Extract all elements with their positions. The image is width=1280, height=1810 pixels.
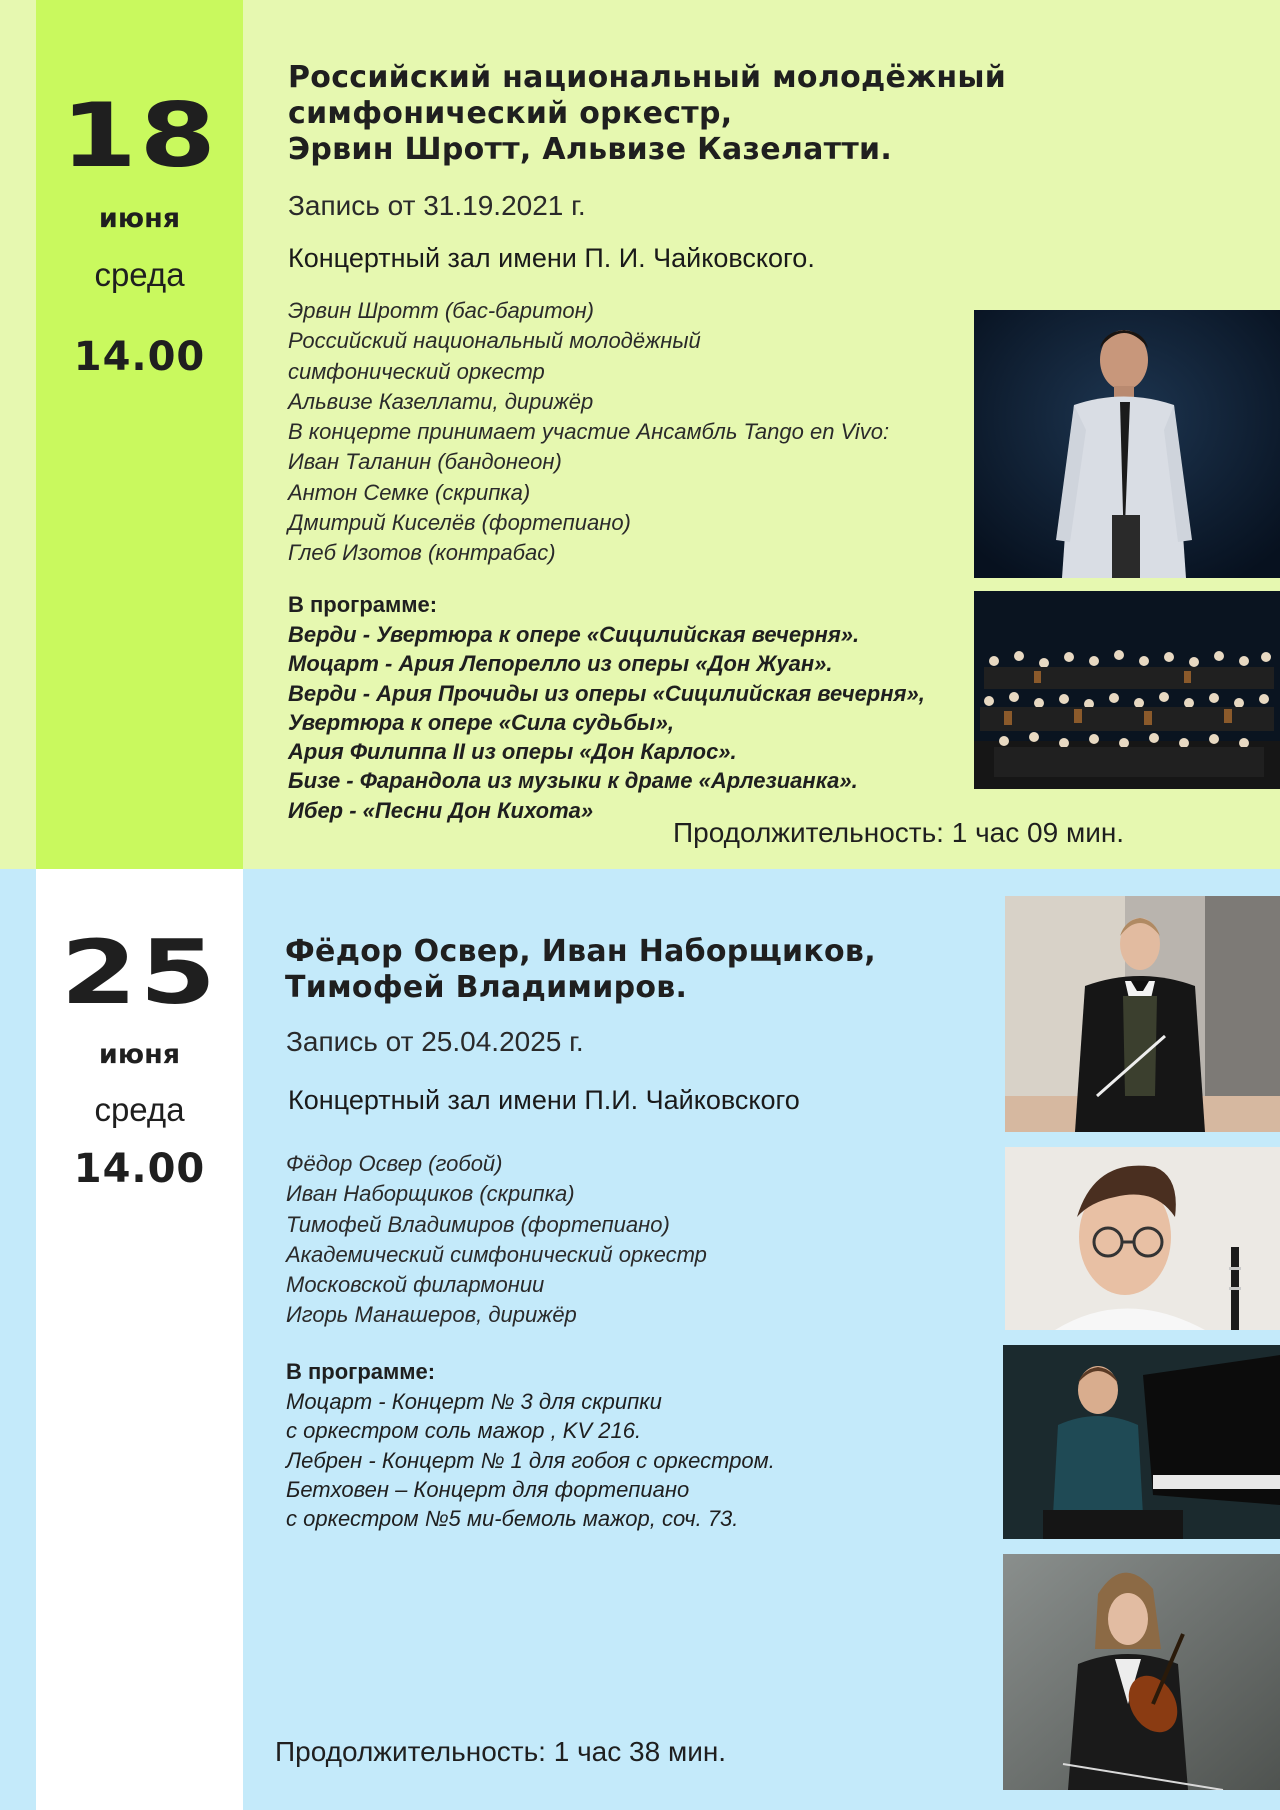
date-day: 18 (60, 84, 219, 187)
concert-hall: Концертный зал имени П. И. Чайковского. (288, 243, 815, 273)
program-line: Верди - Увертюра к опере «Сицилийская вечерня». (288, 622, 860, 647)
program-line: Моцарт - Ария Лепорелло из оперы «Дон Жуан». (288, 651, 833, 677)
performer-line: Глеб Изотов (контрабас) (288, 540, 556, 566)
program-line: Моцарт - Концерт № 3 для скрипки (286, 1389, 662, 1414)
date-month: июня (98, 203, 181, 234)
duration: Продолжительность: 1 час 09 мин. (673, 817, 1125, 848)
performer-line: Иван Таланин (бандонеон) (288, 449, 562, 475)
concert-hall: Концертный зал имени П.И. Чайковского (288, 1085, 800, 1115)
program-line: Верди - Ария Прочиды из оперы «Сицилийская вечерня», (288, 680, 925, 706)
program-list (286, 1387, 775, 1533)
concert-section-june-25 (0, 869, 1280, 1810)
date-month: июня (98, 1039, 181, 1070)
performer-line: Альвизе Казеллати, дирижёр (288, 388, 594, 414)
performers-list (288, 296, 889, 569)
program-line: Ибер - «Песни Дон Кихота» (288, 797, 594, 823)
performer-line: Дмитрий Киселёв (фортепиано) (288, 510, 631, 536)
performer-line: Эрвин Шротт (бас-баритон) (288, 298, 595, 323)
performers-list (286, 1149, 707, 1331)
performer-line: Московской филармонии (286, 1272, 545, 1298)
title-line: Эрвин Шротт, Альвизе Казелатти. (288, 132, 893, 167)
program-heading: В программе: (286, 1359, 436, 1384)
violinist-photo (1005, 1147, 1280, 1330)
date-column (36, 0, 243, 869)
violinist-longhair-photo (1003, 1554, 1280, 1790)
date-time: 14.00 (73, 1146, 206, 1192)
program-line: Бетховен – Концерт для фортепиано (286, 1476, 690, 1502)
concert-title (285, 934, 876, 1006)
performer-line: Фёдор Освер (гобой) (286, 1151, 503, 1176)
program-list (288, 620, 925, 825)
performer-line: Академический симфонический оркестр (286, 1241, 707, 1267)
performer-line: В концерте принимает участие Ансамбль Tango en Vivo: (288, 419, 890, 445)
singer-photo (974, 310, 1280, 578)
oboist-photo (1005, 896, 1280, 1132)
program-heading: В программе: (288, 592, 438, 617)
performer-line: Антон Семке (скрипка) (288, 479, 531, 505)
date-weekday: среда (94, 1091, 185, 1128)
title-line: Российский национальный молодёжный (288, 60, 1007, 95)
pianist-photo (1003, 1345, 1280, 1539)
duration: Продолжительность: 1 час 38 мин. (275, 1736, 727, 1767)
record-date: Запись от 31.19.2021 г. (288, 190, 586, 221)
program-line: Бизе - Фарандола из музыки к драме «Арлезианка». (288, 768, 858, 794)
performer-line: Иван Наборщиков (скрипка) (286, 1181, 575, 1207)
program-line: с оркестром соль мажор , KV 216. (286, 1418, 642, 1444)
concert-title (288, 60, 1006, 168)
title-line: Тимофей Владимиров. (285, 970, 688, 1005)
record-date: Запись от 25.04.2025 г. (286, 1026, 584, 1057)
program-line: Ария Филиппа II из оперы «Дон Карлос». (288, 739, 737, 765)
program-line: Лебрен - Концерт № 1 для гобоя с оркестром. (286, 1447, 775, 1473)
title-line: Фёдор Освер, Иван Наборщиков, (285, 934, 876, 969)
title-line: симфонический оркестр, (288, 96, 733, 131)
orchestra-photo (974, 591, 1280, 789)
date-day: 25 (60, 921, 219, 1024)
performer-line: Игорь Манашеров, дирижёр (286, 1302, 577, 1328)
program-line: Увертюра к опере «Сила судьбы», (288, 709, 674, 735)
concert-section-june-18 (0, 0, 1280, 869)
date-time: 14.00 (73, 334, 206, 380)
program-line: с оркестром №5 ми-бемоль мажор, соч. 73. (286, 1506, 739, 1532)
performer-line: Российский национальный молодёжный (288, 328, 701, 354)
date-weekday: среда (94, 256, 185, 293)
performer-line: симфонический оркестр (288, 358, 545, 384)
performer-line: Тимофей Владимиров (фортепиано) (286, 1211, 670, 1237)
date-column (36, 869, 243, 1810)
